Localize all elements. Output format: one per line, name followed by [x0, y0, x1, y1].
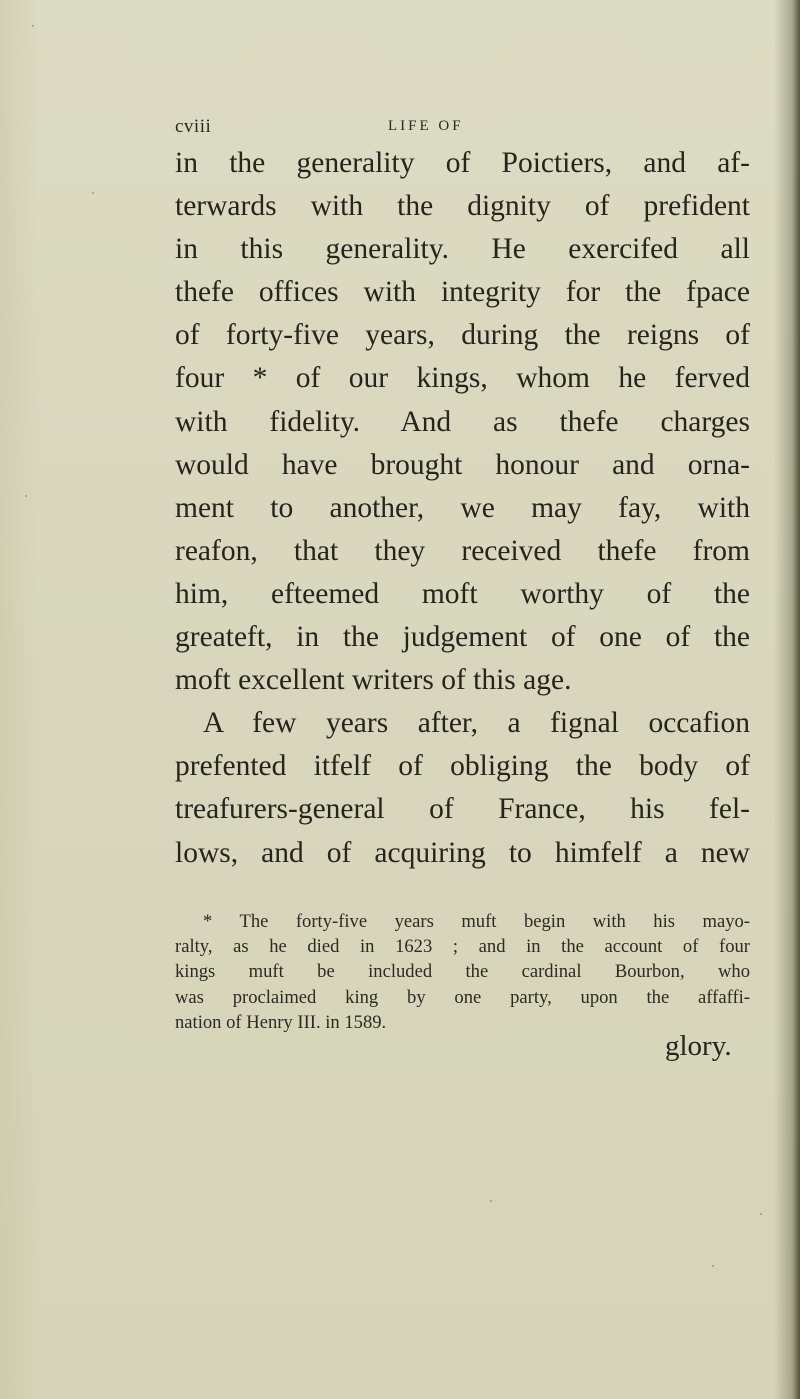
paper-speck	[490, 1200, 492, 1202]
catchword: glory.	[665, 1030, 732, 1062]
paper-speck	[32, 25, 34, 27]
footnote-line: ralty, as he died in 1623 ; and in the account of four	[175, 936, 750, 958]
body-line: treafurers-general of France, his fel-	[175, 793, 750, 826]
body-line: in the generality of Poictiers, and af-	[175, 147, 750, 179]
footnote	[175, 909, 750, 1035]
body-text	[175, 142, 750, 875]
body-line: him, efteemed moft worthy of the	[175, 577, 750, 610]
body-line: thefe offices with integrity for the fpace	[175, 276, 750, 309]
body-line: four * of our kings, whom he ferved	[175, 362, 750, 395]
paper-speck	[760, 1213, 762, 1215]
page-number: cviii	[175, 116, 212, 137]
paper-speck	[92, 192, 94, 194]
running-head	[175, 116, 750, 140]
footnote-line: * The forty-five years muft begin with his mayo-	[203, 911, 750, 932]
body-line: ment to another, we may fay, with	[175, 491, 750, 524]
body-line: would have brought honour and orna-	[175, 448, 750, 481]
body-line: lows, and of acquiring to himfelf a new	[175, 836, 750, 869]
body-line: greateft, in the judgement of one of the	[175, 621, 750, 654]
footnote-line: kings muft be included the cardinal Bourbon, who	[175, 961, 750, 983]
footnote-line: nation of Henry III. in 1589.	[175, 1011, 387, 1033]
paper-speck	[25, 495, 27, 497]
body-line-paragraph-start: A few years after, a fignal occafion	[203, 707, 750, 740]
body-line: terwards with the dignity of prefident	[175, 190, 750, 223]
paper-speck	[712, 1265, 714, 1267]
body-line: with fidelity. And as thefe charges	[175, 405, 750, 438]
body-line: reafon, that they received thefe from	[175, 534, 750, 567]
body-line: in this generality. He exercifed all	[175, 233, 750, 266]
body-line: prefented itfelf of obliging the body of	[175, 750, 750, 783]
body-line-paragraph-end: moft excellent writers of this age.	[175, 664, 572, 697]
body-line: of forty-five years, during the reigns of	[175, 319, 750, 352]
footnote-line: was proclaimed king by one party, upon the affaffi-	[175, 986, 750, 1008]
running-title: LIFE OF	[388, 118, 464, 134]
